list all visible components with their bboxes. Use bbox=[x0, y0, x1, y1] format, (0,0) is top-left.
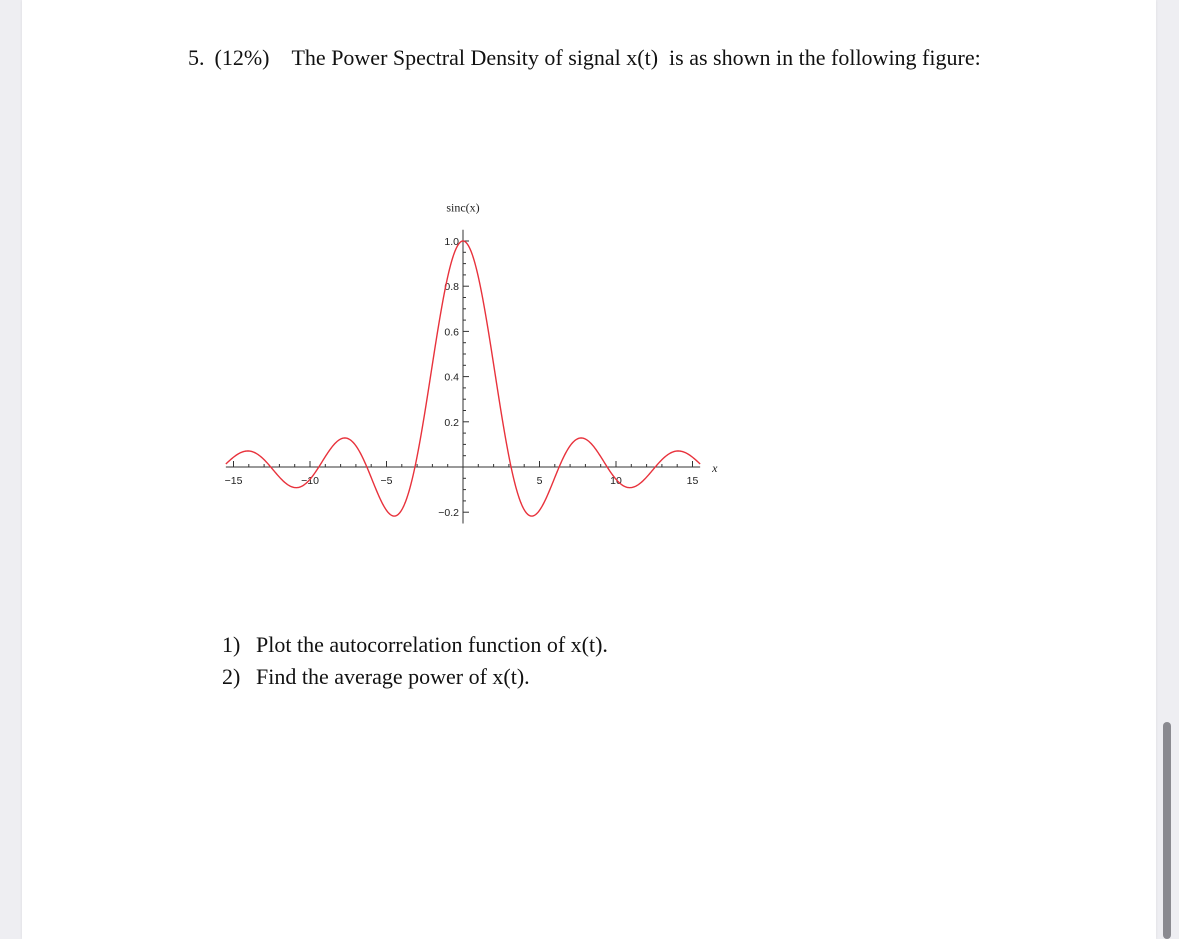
scrollbar-thumb[interactable] bbox=[1163, 722, 1171, 939]
sub-question-text: Find the average power of x(t). bbox=[256, 664, 530, 689]
x-tick-label: −15 bbox=[224, 475, 243, 487]
x-tick-label: 10 bbox=[610, 475, 622, 487]
y-tick-label: 0.2 bbox=[444, 416, 459, 429]
y-tick-label: 1.0 bbox=[444, 236, 459, 248]
x-tick-label: −10 bbox=[301, 475, 319, 487]
question-text: The Power Spectral Density of signal x(t) is as shown in the following figure: bbox=[291, 45, 981, 70]
question-percent: (12%) bbox=[214, 45, 270, 70]
y-tick-label: 0.8 bbox=[444, 281, 459, 294]
x-tick-label: 5 bbox=[536, 475, 543, 487]
x-tick-label: −5 bbox=[380, 475, 393, 487]
y-axis-label: sinc(x) bbox=[446, 200, 480, 215]
y-tick-label: 0.4 bbox=[444, 371, 459, 384]
sub-question-number: 1) bbox=[222, 632, 241, 657]
y-tick-label: 0.6 bbox=[444, 326, 459, 339]
sub-question-text: Plot the autocorrelation function of x(t). bbox=[256, 632, 608, 657]
question-number: 5. bbox=[188, 45, 205, 70]
x-axis-label: x bbox=[712, 461, 718, 475]
sub-question-number: 2) bbox=[222, 664, 241, 689]
sub-question-2 bbox=[222, 664, 530, 690]
y-tick-label: −0.2 bbox=[438, 507, 459, 520]
x-tick-label: 15 bbox=[686, 475, 699, 487]
sub-question-1 bbox=[222, 632, 608, 658]
scrollbar[interactable] bbox=[1161, 0, 1173, 939]
